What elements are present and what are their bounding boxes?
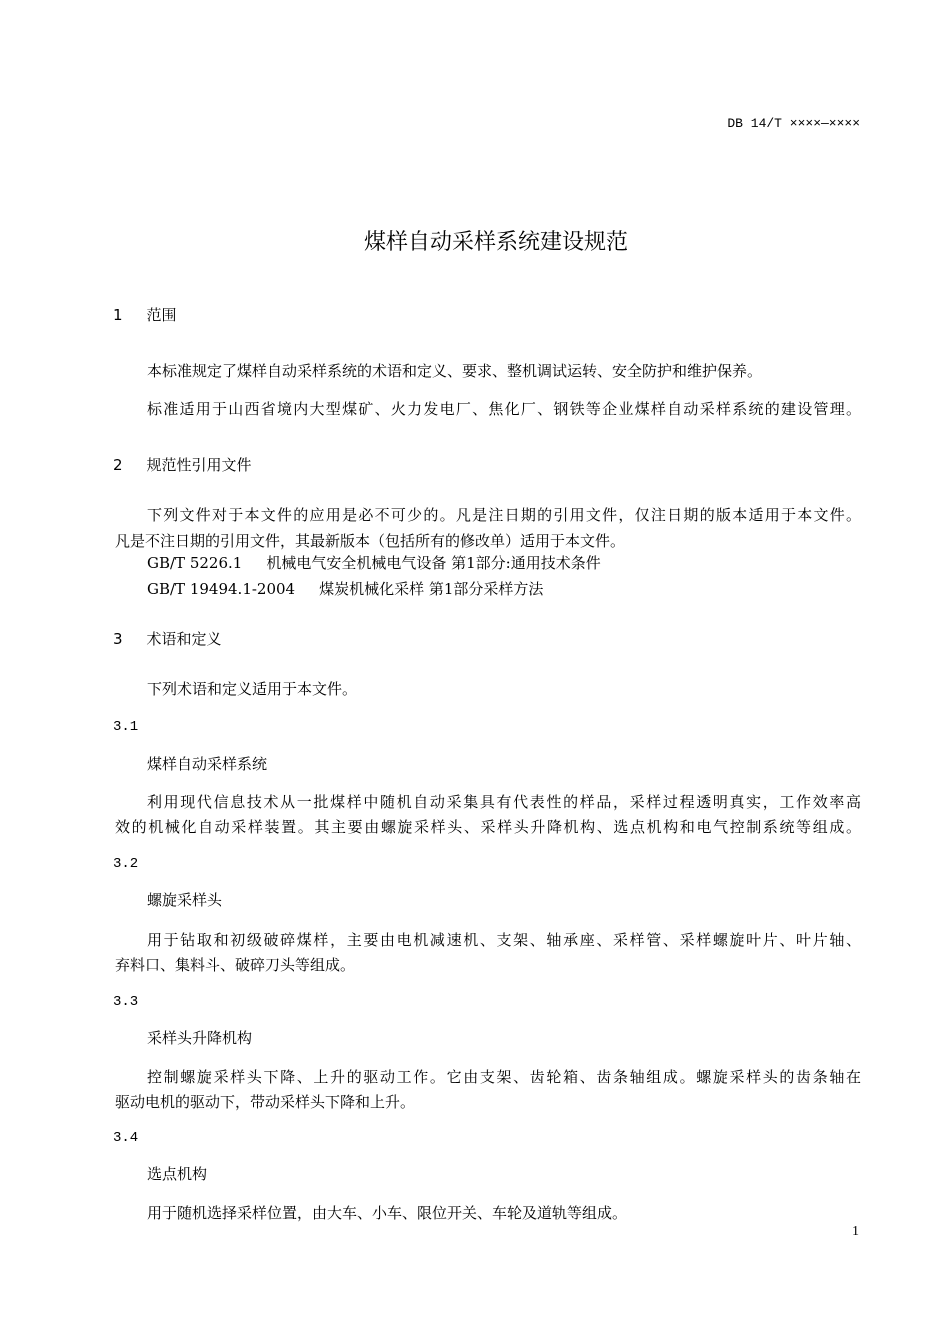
paragraph: 下列术语和定义适用于本文件。 (147, 680, 358, 698)
paragraph: 下列文件对于本文件的应用是必不可少的。凡是注日期的引用文件，仅注日期的版本适用于本文件。 (147, 506, 861, 524)
term-definition: 效的机械化自动采样装置。其主要由螺旋采样头、采样头升降机构、选点机构和电气控制系统等组成。 (115, 818, 861, 836)
term-definition: 弃料口、集料斗、破碎刀头等组成。 (115, 956, 356, 974)
page-title: 煤样自动采样系统建设规范 (363, 230, 628, 255)
term-title: 煤样自动采样系统 (147, 755, 268, 773)
section-number: 1 (113, 306, 123, 324)
term-definition: 用于随机选择采样位置，由大车、小车、限位开关、车轮及道轨等组成。 (147, 1204, 628, 1222)
paragraph: 本标准规定了煤样自动采样系统的术语和定义、要求、整机调试运转、安全防护和维护保养。 (147, 362, 763, 380)
term-title: 螺旋采样头 (147, 891, 223, 909)
reference-item (147, 579, 543, 599)
reference-title: 机械电气安全机械电气设备 第1部分:通用技术条件 (266, 554, 601, 572)
term-definition: 用于钻取和初级破碎煤样，主要由电机减速机、支架、轴承座、采样管、采样螺旋叶片、叶片轴、 (147, 931, 861, 949)
term-definition: 利用现代信息技术从一批煤样中随机自动采集具有代表性的样品，采样过程透明真实，工作效率高 (147, 793, 861, 811)
paragraph: 标准适用于山西省境内大型煤矿、火力发电厂、焦化厂、钢铁等企业煤样自动采样系统的建设管理。 (147, 400, 861, 418)
reference-code: GB/T 5226.1 (147, 554, 243, 572)
section-3-heading (113, 629, 222, 649)
term-definition: 驱动电机的驱动下，带动采样头下降和上升。 (115, 1093, 416, 1111)
section-2-heading (113, 455, 252, 475)
term-number: 3.4 (113, 1130, 139, 1146)
term-number: 3.2 (113, 856, 139, 872)
term-number: 3.3 (113, 994, 139, 1010)
reference-title: 煤炭机械化采样 第1部分采样方法 (319, 580, 544, 598)
reference-code: GB/T 19494.1-2004 (147, 580, 296, 598)
section-number: 3 (113, 630, 123, 648)
section-title: 规范性引用文件 (146, 456, 252, 474)
term-title: 选点机构 (147, 1165, 208, 1183)
term-number: 3.1 (113, 719, 139, 735)
section-title: 术语和定义 (146, 630, 222, 648)
term-definition: 控制螺旋采样头下降、上升的驱动工作。它由支架、齿轮箱、齿条轴组成。螺旋采样头的齿条轴在 (147, 1068, 861, 1086)
paragraph: 凡是不注日期的引用文件，其最新版本（包括所有的修改单）适用于本文件。 (115, 532, 626, 550)
page-number: 1 (852, 1224, 859, 1239)
section-1-heading (113, 305, 177, 325)
term-title: 采样头升降机构 (147, 1029, 253, 1047)
reference-item (147, 553, 601, 573)
section-number: 2 (113, 456, 123, 474)
document-number: DB 14/T ××××—×××× (727, 116, 860, 131)
section-title: 范围 (146, 306, 177, 324)
